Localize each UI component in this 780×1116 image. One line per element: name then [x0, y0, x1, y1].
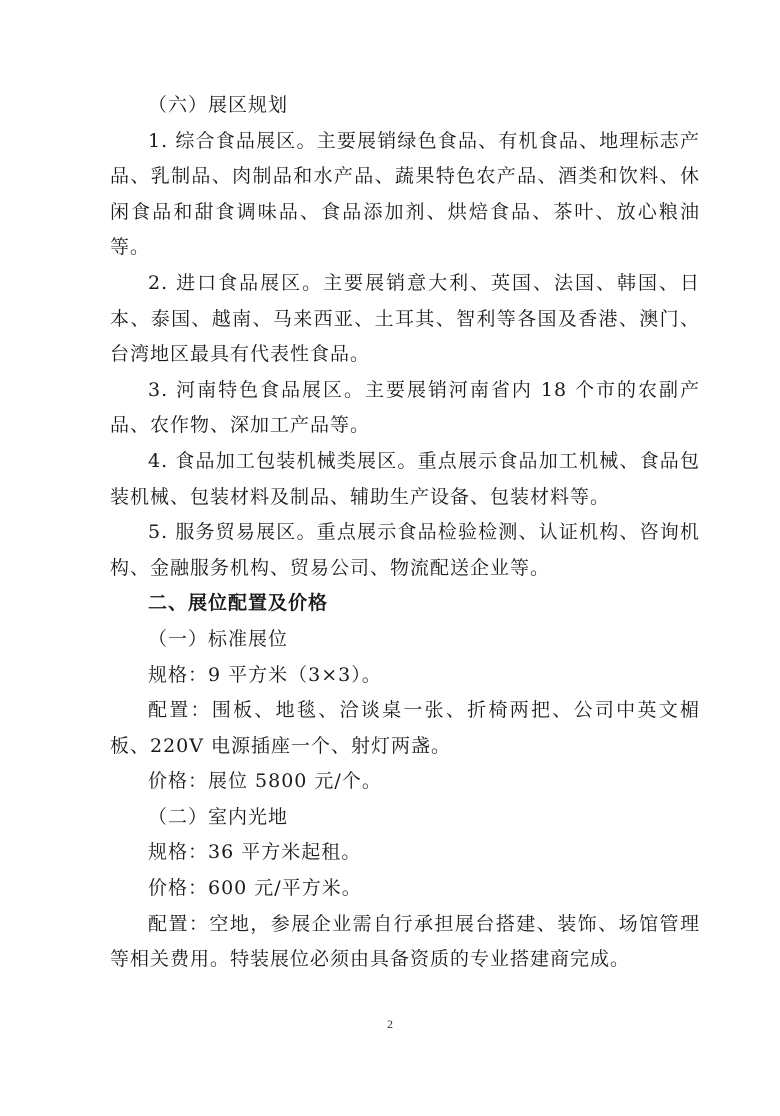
zone-item-3: 3. 河南特色食品展区。主要展销河南省内 18 个市的农副产品、农作物、深加工产品等。 [110, 378, 700, 437]
zone-item-4: 4. 食品加工包装机械类展区。重点展示食品加工机械、食品包装机械、包装材料及制品、辅助生产设备、包装材料等。 [110, 449, 700, 508]
indoor-space-price: 价格：600 元/平方米。 [148, 877, 362, 900]
subheading-standard-booth: （一）标准展位 [148, 627, 289, 650]
indoor-space-config: 配置：空地，参展企业需自行承担展台搭建、装饰、场馆管理等相关费用。特装展位必须由具备资质的专业搭建商完成。 [110, 912, 700, 971]
section-heading-zone-planning: （六）展区规划 [148, 94, 289, 116]
zone-item-5: 5. 服务贸易展区。重点展示食品检验检测、认证机构、咨询机构、金融服务机构、贸易公司、物流配送企业等。 [110, 521, 700, 579]
page-number: 2 [387, 1017, 393, 1031]
zone-item-1: 1. 综合食品展区。主要展销绿色食品、有机食品、地理标志产品、乳制品、肉制品和水产品、蔬果特色农产品、酒类和饮料、休闲食品和甜食调味品、食品添加剂、烘焙食品、茶叶、放心粮油等。 [110, 129, 700, 259]
standard-booth-config: 配置：围板、地毯、洽谈桌一张、折椅两把、公司中英文楣板、220V 电源插座一个、射灯两盏。 [110, 699, 700, 757]
zone-item-2: 2. 进口食品展区。主要展销意大利、英国、法国、韩国、日本、泰国、越南、马来西亚、土耳其、智利等各国及香港、澳门、台湾地区最具有代表性食品。 [110, 271, 700, 366]
indoor-space-spec: 规格：36 平方米起租。 [148, 841, 362, 864]
standard-booth-spec: 规格：9 平方米（3×3）。 [148, 663, 382, 686]
document-body [110, 88, 700, 978]
part-heading-booth-pricing: 二、展位配置及价格 [148, 592, 329, 615]
standard-booth-price: 价格：展位 5800 元/个。 [148, 770, 382, 793]
subheading-indoor-space: （二）室内光地 [148, 805, 289, 828]
